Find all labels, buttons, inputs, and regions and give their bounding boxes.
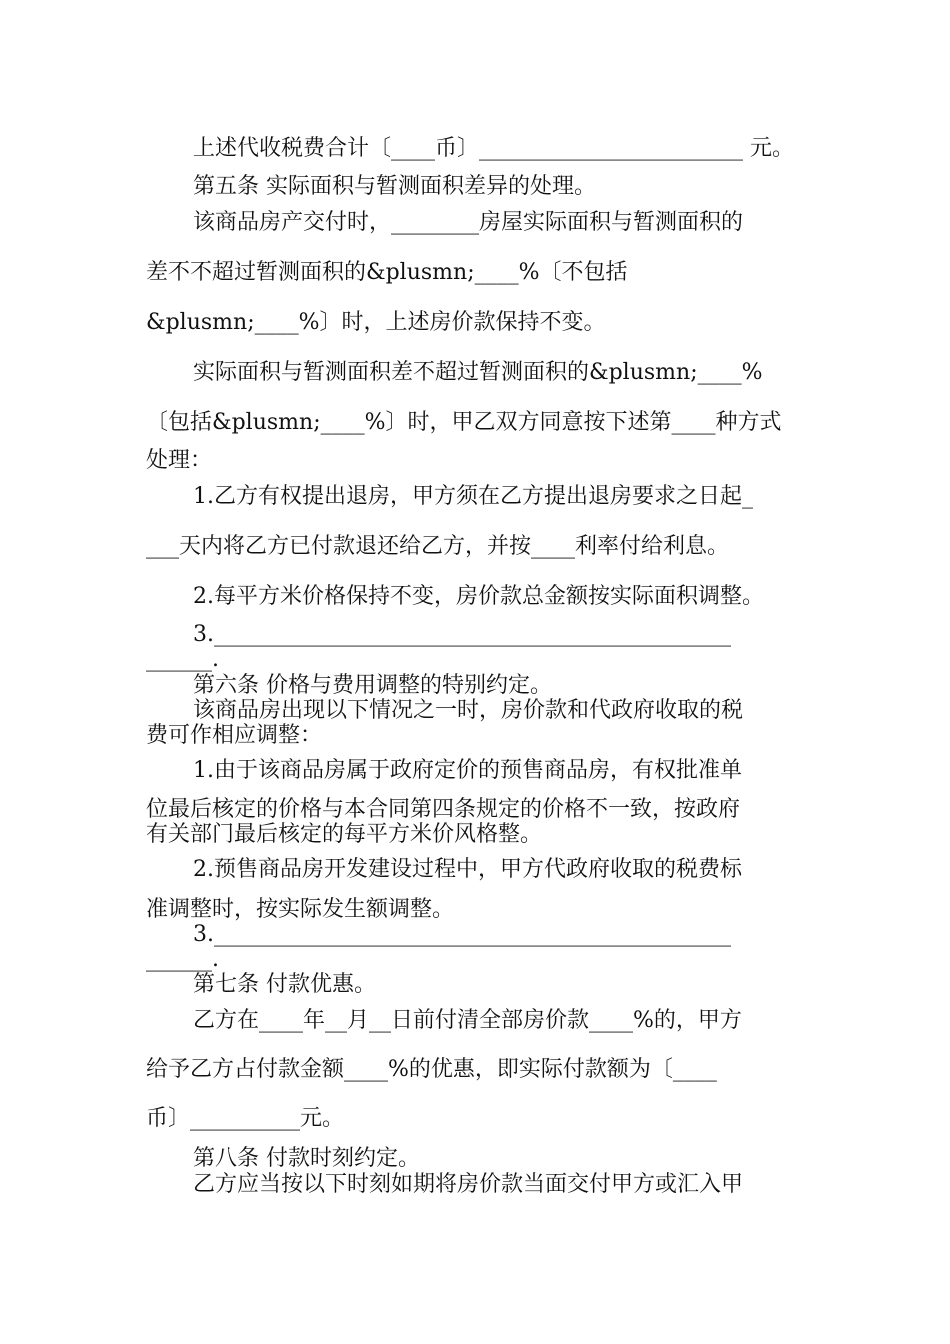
section-heading: 第五条 实际面积与暂测面积差异的处理。 [193, 174, 596, 199]
text-line: ______. [146, 947, 219, 972]
text-line: 该商品房产交付时，________房屋实际面积与暂测面积的 [193, 210, 744, 235]
text-line: 3._______________________________________________ [193, 622, 731, 647]
text-line: 1.乙方有权提出退房，甲方须在乙方提出退房要求之日起_ [193, 484, 753, 509]
text-line: 有关部门最后核定的每平方米价风格整。 [146, 822, 543, 847]
text-line: 位最后核定的价格与本合同第四条规定的价格不一致，按政府 [146, 797, 741, 822]
text-line: 2.预售商品房开发建设过程中，甲方代政府收取的税费标 [193, 857, 742, 882]
section-heading: 第七条 付款优惠。 [193, 972, 376, 997]
text-line: ______. [146, 647, 219, 672]
text-line: 差不不超过暂测面积的&plusmn;____%〔不包括 [146, 260, 628, 285]
text-line: 费可作相应调整： [146, 723, 323, 748]
text-line: 币〕__________元。 [146, 1106, 345, 1131]
text-line: ___天内将乙方已付款退还给乙方，并按____利率付给利息。 [146, 534, 730, 559]
text-line: 给予乙方占付款金额____%的优惠，即实际付款额为〔____ [146, 1057, 717, 1082]
text-line: 上述代收税费合计〔____币〕________________________ 元。 [193, 136, 794, 161]
text-line: 处理： [146, 448, 213, 473]
text-line: 准调整时，按实际发生额调整。 [146, 897, 455, 922]
text-line: 3._______________________________________________ [193, 922, 731, 947]
text-line: &plusmn;____%〕时，上述房价款保持不变。 [146, 310, 606, 335]
text-line: 乙方应当按以下时刻如期将房价款当面交付甲方或汇入甲 [193, 1172, 744, 1197]
text-line: 1.由于该商品房属于政府定价的预售商品房，有权批准单 [193, 758, 742, 783]
text-line: 〔包括&plusmn;____%〕时，甲乙双方同意按下述第____种方式 [146, 410, 782, 435]
text-line: 2.每平方米价格保持不变，房价款总金额按实际面积调整。 [193, 584, 764, 609]
text-line: 实际面积与暂测面积差不超过暂测面积的&plusmn;____% [193, 360, 763, 385]
section-heading: 第八条 付款时刻约定。 [193, 1146, 420, 1171]
section-heading: 第六条 价格与费用调整的特别约定。 [193, 673, 552, 698]
text-line: 乙方在____年__月__日前付清全部房价款____%的，甲方 [193, 1008, 742, 1033]
text-line: 该商品房出现以下情况之一时，房价款和代政府收取的税 [193, 698, 744, 723]
